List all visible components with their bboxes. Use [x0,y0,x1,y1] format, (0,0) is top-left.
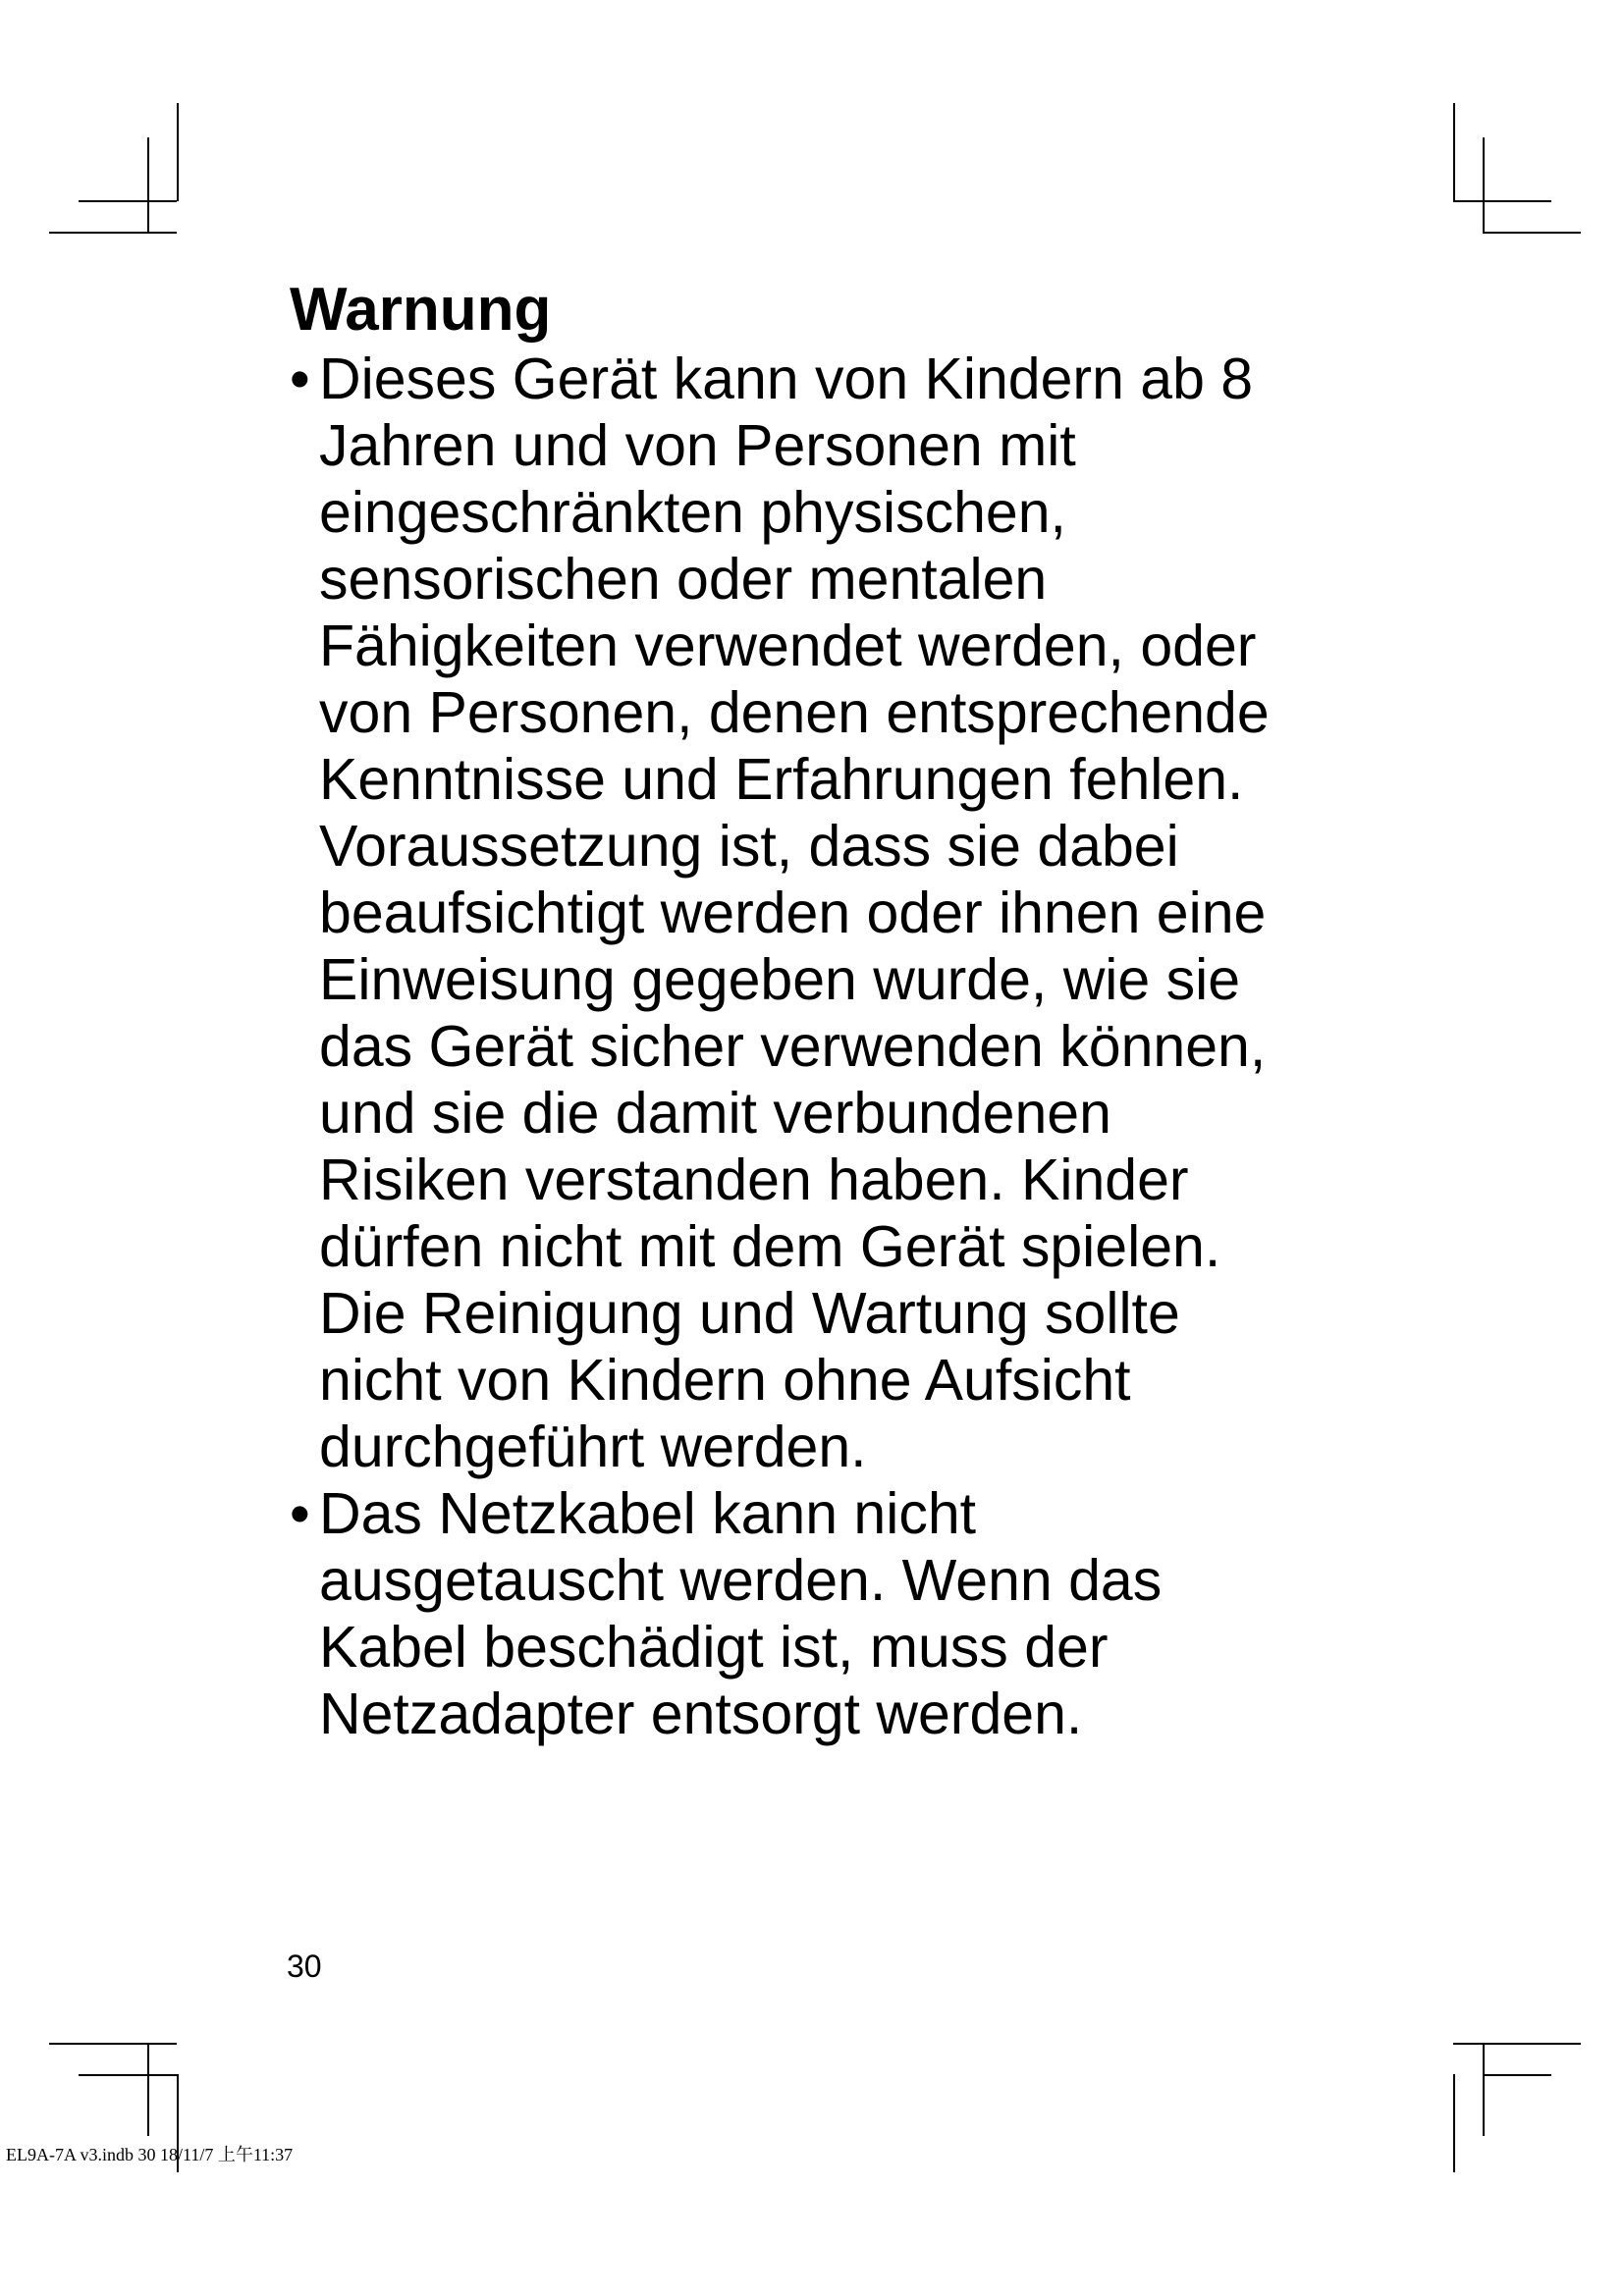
crop-mark [1453,103,1455,201]
text-line: Risiken verstanden haben. Kinder [319,1148,1189,1212]
text-line: Kabel beschädigt ist, muss der [319,1615,1109,1680]
page-number: 30 [287,1949,322,1984]
crop-mark [79,200,177,202]
crop-mark [177,103,179,201]
crop-mark [1453,2043,1581,2045]
crop-mark [79,2074,177,2076]
text-line: sensorischen oder mentalen [319,547,1048,612]
text-line: Das Netzkabel kann nicht [319,1481,977,1546]
warning-heading: Warnung [290,276,552,344]
warning-list [290,346,1389,1747]
text-line: durchgeführt werden. [319,1415,867,1479]
text-line: Dieses Gerät kann von Kindern ab 8 [319,347,1254,411]
text-line: Die Reinigung und Wartung sollte [319,1281,1180,1346]
text-line: Voraussetzung ist, dass sie dabei [319,814,1179,879]
text-line: ausgetauscht werden. Wenn das [319,1548,1163,1613]
crop-mark [1483,232,1581,234]
text-line: das Gerät sicher verwenden können, [319,1014,1267,1079]
crop-mark [147,137,149,232]
crop-mark [1483,2074,1551,2076]
text-line: Einweisung gegeben wurde, wie sie [319,947,1241,1012]
crop-mark [49,2043,177,2045]
crop-mark [1453,2074,1455,2172]
list-item [290,346,1389,1480]
text-line: Netzadapter entsorgt werden. [319,1682,1083,1746]
bullet-icon: • [290,347,310,411]
crop-mark [1453,200,1551,202]
text-line: Fähigkeiten verwendet werden, oder [319,614,1257,678]
text-line: nicht von Kindern ohne Aufsicht [319,1348,1131,1413]
text-line: dürfen nicht mit dem Gerät spielen. [319,1214,1221,1279]
warning-section [290,275,1389,1747]
text-line: Jahren und von Personen mit [319,413,1076,478]
bullet-icon: • [290,1481,310,1546]
text-line: von Personen, denen entsprechende [319,680,1270,745]
print-slug: EL9A-7A v3.indb 30 18/11/7 上午11:37 [6,2145,294,2164]
text-line: und sie die damit verbundenen [319,1081,1111,1146]
crop-mark [49,232,177,234]
text-line: eingeschränkten physischen, [319,480,1066,545]
text-line: Kenntnisse und Erfahrungen fehlen. [319,747,1244,812]
crop-mark [147,2043,149,2136]
list-item [290,1480,1389,1747]
crop-mark [1483,137,1485,232]
text-line: beaufsichtigt werden oder ihnen eine [319,881,1267,945]
crop-mark [1483,2043,1485,2136]
